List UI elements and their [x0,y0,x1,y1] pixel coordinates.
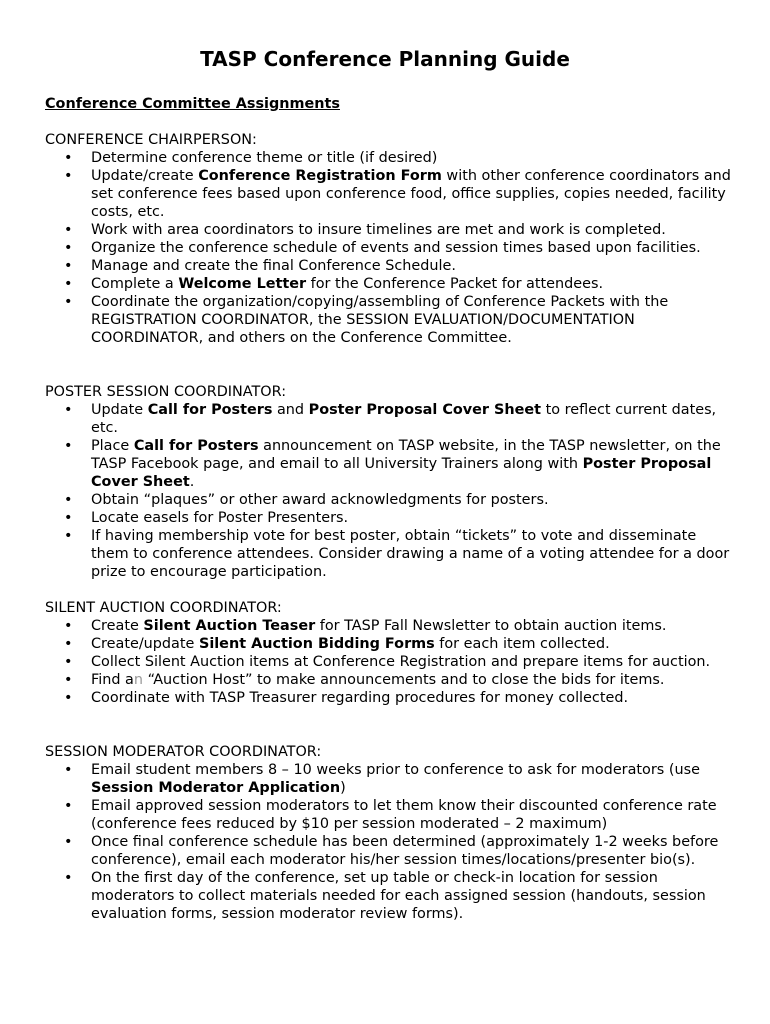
list-item [45,239,735,257]
list-item [45,869,735,923]
item-text: Create/update [91,636,199,652]
item-text: to reflect current dates, etc. [91,402,717,436]
item-text: with other conference coordinators and set conference fees based upon conference food, office supplies, copies needed, facility costs, etc. [91,168,731,220]
item-bold-text: Silent Auction Teaser [143,618,316,634]
item-text: If having membership vote for best poster, obtain “tickets” to vote and disseminate them to conference attendees. Consider drawing a name of a voting attendee for a door prize to encourage participation. [91,528,730,580]
item-bold-text: Session Moderator Application [91,780,341,796]
item-text: Coordinate with TASP Treasurer regarding procedures for money collected. [91,690,629,706]
item-text: Once final conference schedule has been determined (approximately 1-2 weeks before conference), email each moderator his/her session times/locations/presenter bio(s). [91,834,719,868]
item-text: Coordinate the organization/copying/assembling of Conference Packets with the REGISTRATION COORDINATOR, the SESSION EVALUATION/DOCUMENTATION COORDINATOR, and others on the Conference Committee. [91,294,669,346]
task-list [45,401,735,581]
item-text: Obtain “plaques” or other award acknowledgments for posters. [91,492,549,508]
item-text: for each item collected. [434,636,610,652]
item-text: . [189,474,195,490]
item-text: Work with area coordinators to insure timelines are met and work is completed. [91,222,666,238]
item-text: Email approved session moderators to let them know their discounted conference rate (conference fees reduced by $10 per session moderated – 2 maximum) [91,798,717,832]
list-item [45,491,735,509]
section-session-moderator-coordinator [45,743,735,923]
item-text: and [272,402,309,418]
item-text: Place [91,438,134,454]
section-poster-session-coordinator [45,383,735,581]
list-item [45,617,735,635]
list-item [45,671,735,689]
item-text: Locate easels for Poster Presenters. [91,510,349,526]
document-title: TASP Conference Planning Guide [200,47,570,71]
item-text: Collect Silent Auction items at Conference Registration and prepare items for auction. [91,654,711,670]
item-text: Create [91,618,144,634]
section-conference-chairperson [45,131,735,347]
item-text: Manage and create the final Conference Schedule. [91,258,456,274]
item-bold-text: Conference Registration Form [198,168,442,184]
item-bold-text: Poster Proposal Cover Sheet [308,402,542,418]
item-text: Find a [91,672,134,688]
item-text: On the first day of the conference, set up table or check-in location for session moderators to collect materials needed for each assigned session (handouts, session evaluation forms, session moderator review forms). [91,870,706,922]
list-item [45,437,735,491]
item-bold-text: Silent Auction Bidding Forms [198,636,435,652]
item-text: Email student members 8 – 10 weeks prior to conference to ask for moderators (use [91,762,700,778]
list-item [45,509,735,527]
document-subtitle: Conference Committee Assignments [45,96,340,112]
list-item [45,275,735,293]
list-item [45,833,735,869]
section-heading: CONFERENCE CHAIRPERSON: [45,132,257,148]
item-faint-text: n [133,672,144,688]
item-bold-text: Poster Proposal Cover Sheet [91,456,712,490]
section-silent-auction-coordinator [45,599,735,707]
item-bold-text: Call for Posters [147,402,273,418]
list-item [45,761,735,797]
item-text: announcement on TASP website, in the TASP newsletter, on the TASP Facebook page, and email to all University Trainers along with [91,438,721,472]
item-text: Organize the conference schedule of events and session times based upon facilities. [91,240,701,256]
task-list [45,761,735,923]
list-item [45,689,735,707]
item-text: for the Conference Packet for attendees. [306,276,604,292]
list-item [45,653,735,671]
item-text: Complete a [91,276,179,292]
list-item [45,149,735,167]
item-text: for TASP Fall Newsletter to obtain auction items. [315,618,667,634]
list-item [45,293,735,347]
list-item [45,797,735,833]
item-text: ) [340,780,346,796]
item-bold-text: Welcome Letter [178,276,307,292]
section-heading: POSTER SESSION COORDINATOR: [45,384,287,400]
item-bold-text: Call for Posters [133,438,259,454]
section-heading: SESSION MODERATOR COORDINATOR: [45,744,322,760]
list-item [45,221,735,239]
task-list [45,617,735,707]
list-item [45,635,735,653]
list-item [45,527,735,581]
list-item [45,401,735,437]
list-item [45,167,735,221]
item-text: “Auction Host” to make announcements and to close the bids for items. [143,672,665,688]
item-text: Determine conference theme or title (if desired) [91,150,438,166]
list-item [45,257,735,275]
item-text: Update [91,402,148,418]
item-text: Update/create [91,168,199,184]
task-list [45,149,735,347]
section-heading: SILENT AUCTION COORDINATOR: [45,600,282,616]
